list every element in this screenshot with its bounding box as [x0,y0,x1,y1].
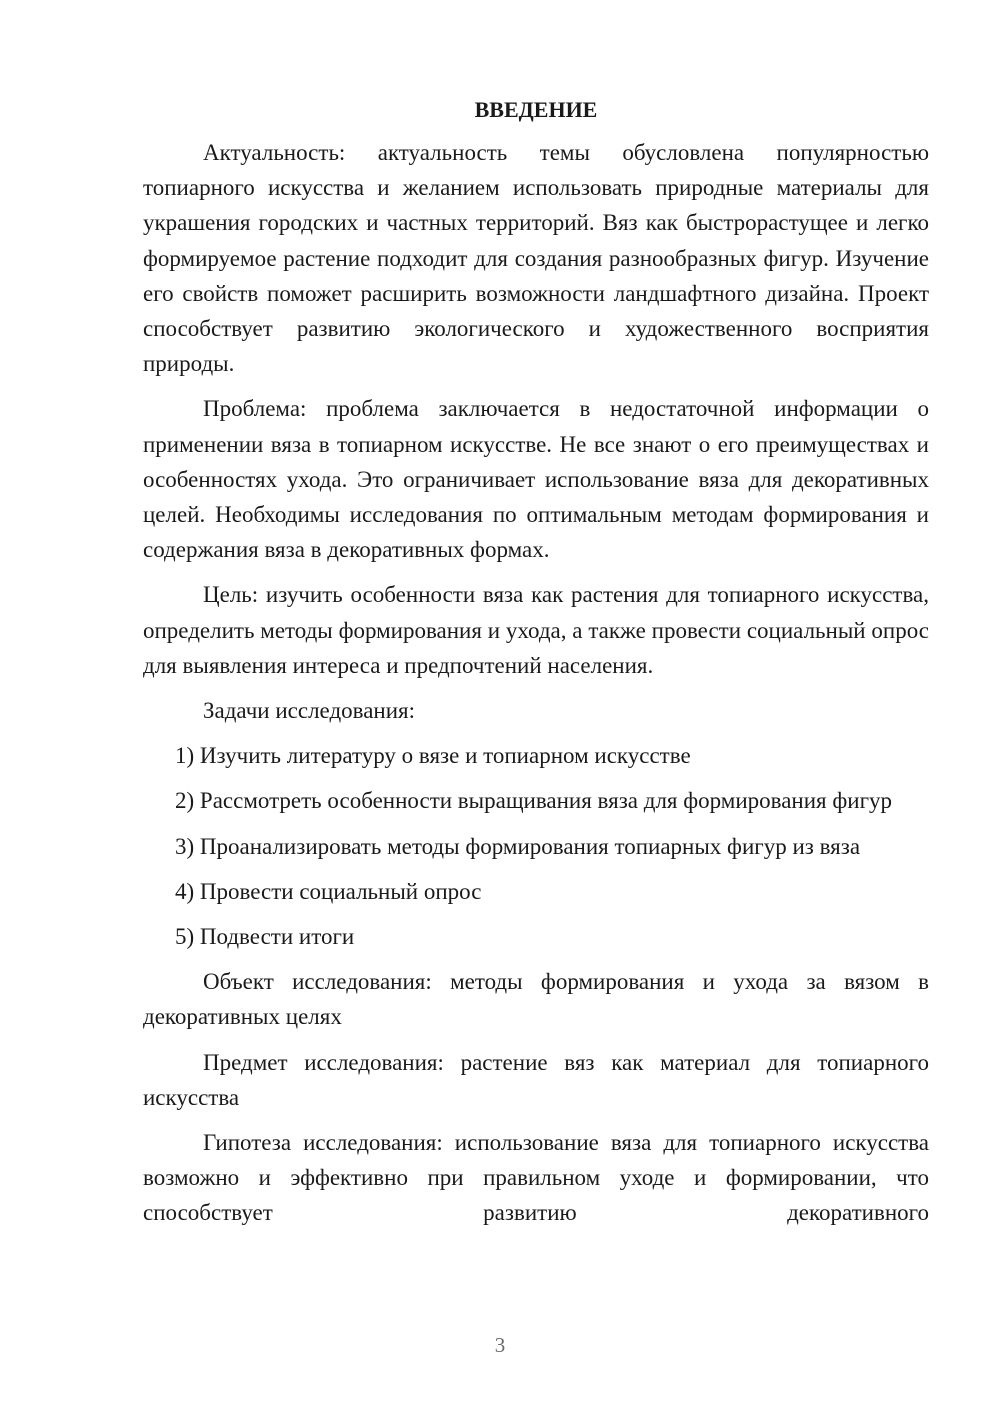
paragraph-goal: Цель: изучить особенности вяза как растения для топиарного искусства, определить методы формирования и ухода, а также провести социальный опрос для выявления интереса и предпочтений населения. [143,582,929,678]
task-item-1: 1) Изучить литературу о вязе и топиарном искусстве [175,743,691,769]
task-item-2: 2) Рассмотреть особенности выращивания вяза для формирования фигур [175,788,893,814]
task-item-3: 3) Проанализировать методы формирования топиарных фигур из вяза [175,833,861,859]
page-number: 3 [494,1333,506,1357]
paragraph-subject: Предмет исследования: растение вяз как материал для топиарного искусства [143,1049,929,1110]
paragraph-problem: Проблема: проблема заключается в недостаточной информации о применении вяза в топиарном искусстве. Не все знают о его преимуществах и особенностях ухода. Это ограничивает использование вяза для декоративных целей. Необходимы исследования по оптимальным методам формирования и содержания вяза в декоративных формах. [143,396,929,563]
task-item-5: 5) Подвести итоги [175,924,355,950]
section-title: ВВЕДЕНИЕ [474,97,598,122]
paragraph-object: Объект исследования: методы формирования и ухода за вязом в декоративных целях [143,969,929,1030]
tasks-heading: Задачи исследования: [203,698,416,724]
document-page [143,95,929,1231]
paragraph-relevance: Актуальность: актуальность темы обусловлена популярностью топиарного искусства и желанием использовать природные материалы для украшения городских и частных территорий. Вяз как быстрорастущее и легко формируемое растение подходит для создания разнообразных фигур. Изучение его свойств поможет расширить возможности ландшафтного дизайна. Проект способствует развитию экологического и художественного восприятия природы. [143,140,929,377]
task-item-4: 4) Провести социальный опрос [175,878,482,904]
paragraph-hypothesis: Гипотеза исследования: использование вяза для топиарного искусства возможно и эффективно при правильном уходе и формировании, что способствует развитию декоративного [143,1130,929,1226]
